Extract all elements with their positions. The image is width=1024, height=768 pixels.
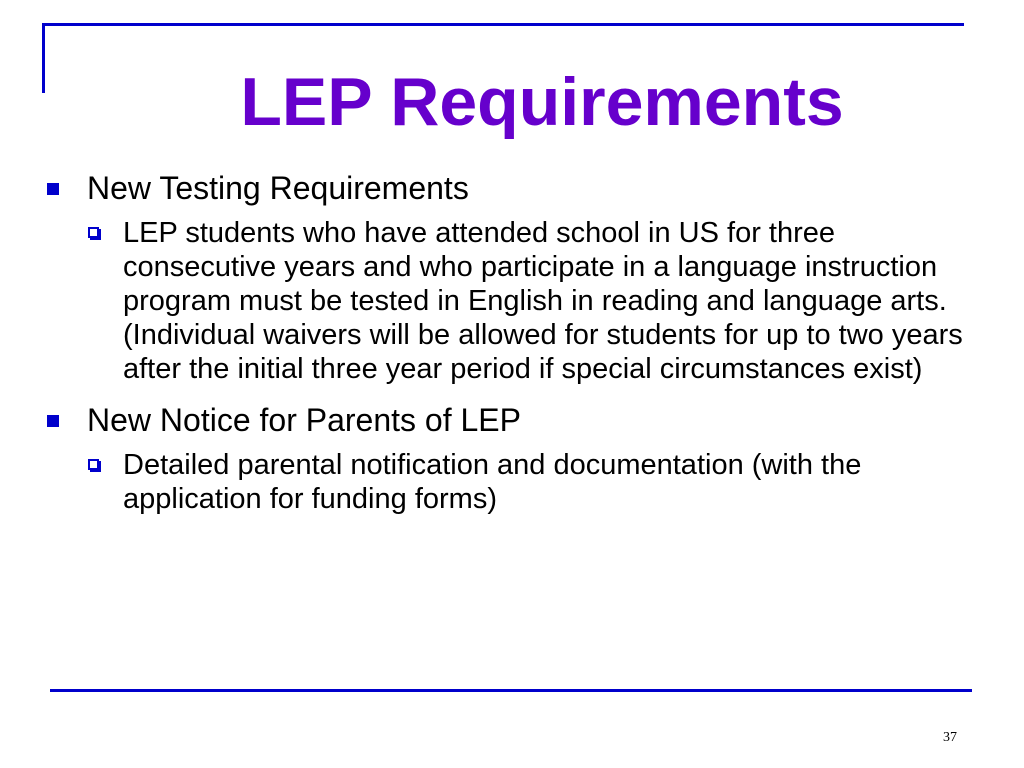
sub-bullet-text: Detailed parental notification and documentation (with the application for funding forms) — [123, 449, 862, 515]
page-number: 37 — [943, 730, 957, 745]
frame-top-line — [42, 23, 964, 26]
bullet-text: New Testing Requirements — [87, 170, 469, 206]
sub-bullet-item — [0, 216, 1024, 386]
bullet-item — [0, 402, 1024, 439]
hollow-square-bullet-icon — [88, 227, 99, 238]
bullet-text: New Notice for Parents of LEP — [87, 402, 521, 438]
sub-bullet-text: LEP students who have attended school in US for three consecutive years and who participate in a language instruction program must be tested in English in reading and language arts. (Individual waivers will be allowed for students for up to two years after the initial three year period if special circumstances exist) — [123, 217, 963, 385]
square-bullet-icon — [47, 183, 59, 195]
slide-title: LEP Requirements — [240, 64, 844, 140]
slide-content — [0, 170, 1024, 516]
frame-bottom-line — [50, 689, 972, 692]
hollow-square-bullet-icon — [88, 459, 99, 470]
bullet-item — [0, 170, 1024, 207]
sub-bullet-item — [0, 448, 1024, 516]
square-bullet-icon — [47, 415, 59, 427]
